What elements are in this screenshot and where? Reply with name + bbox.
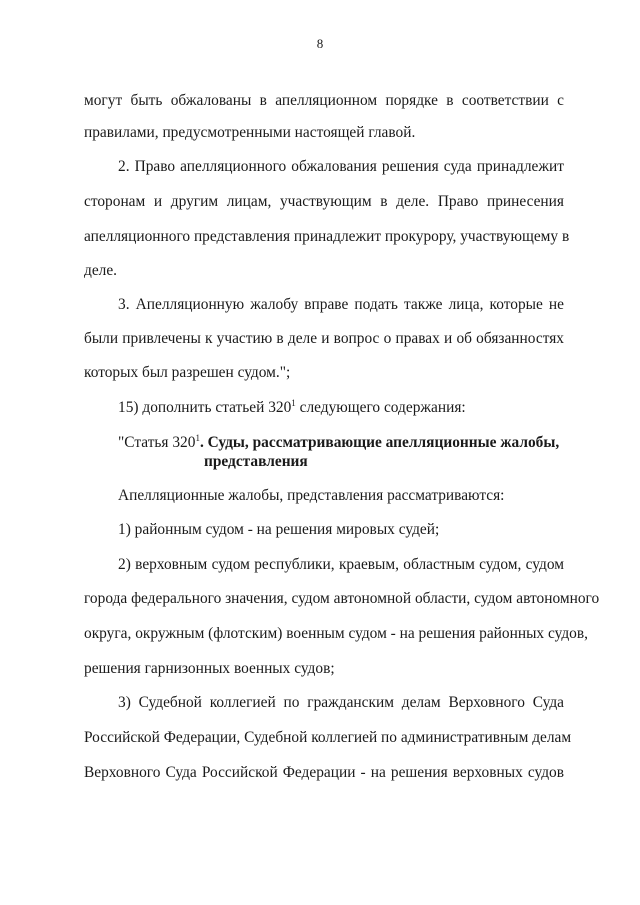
text-line: могут быть обжалованы в апелляционном порядке в соответствии с <box>84 92 564 109</box>
text-line: апелляционного представления принадлежит прокурору, участвующему в <box>84 228 570 245</box>
article-title-line-2: представления <box>204 453 308 470</box>
text-line: округа, окружным (флотским) военным судом - на решения районных судов, <box>84 625 588 642</box>
article-prefix: "Статья 320 <box>118 434 196 451</box>
intro-line: Апелляционные жалобы, представления рассматриваются: <box>118 487 505 504</box>
item-15-text: 15) дополнить статьей 320 <box>118 399 292 416</box>
text-line: решения гарнизонных военных судов; <box>84 660 335 677</box>
text-line: 2. Право апелляционного обжалования решения суда принадлежит <box>118 158 564 175</box>
text-line: деле. <box>84 262 118 279</box>
article-title: Суды, рассматривающие апелляционные жалобы, <box>207 434 560 451</box>
superscript: 1 <box>291 397 296 408</box>
text-line: были привлечены к участию в деле и вопрос о правах и об обязанностях <box>84 330 564 347</box>
text-line: правилами, предусмотренными настоящей главой. <box>84 124 416 141</box>
text-line: 2) верховным судом республики, краевым, областным судом, судом <box>118 556 564 573</box>
text-line: 3. Апелляционную жалобу вправе подать также лица, которые не <box>118 296 564 313</box>
item-15-line <box>118 399 466 417</box>
list-item-1: 1) районным судом - на решения мировых судей; <box>118 521 440 538</box>
article-heading-line-1 <box>118 434 559 452</box>
text-line: сторонам и другим лицам, участвующим в деле. Право принесения <box>84 193 564 210</box>
superscript: 1 <box>195 432 200 443</box>
page-number: 8 <box>316 36 324 51</box>
article-dot: . <box>199 434 208 451</box>
item-15-text-end: следующего содержания: <box>295 399 466 416</box>
text-line: Российской Федерации, Судебной коллегией по административным делам <box>84 729 572 746</box>
text-line: которых был разрешен судом."; <box>84 364 291 381</box>
text-line: Верховного Суда Российской Федерации - на решения верховных судов <box>84 764 564 781</box>
text-line: города федерального значения, судом автономной области, судом автономного <box>84 590 600 607</box>
text-line: 3) Судебной коллегией по гражданским делам Верховного Суда <box>118 694 564 711</box>
